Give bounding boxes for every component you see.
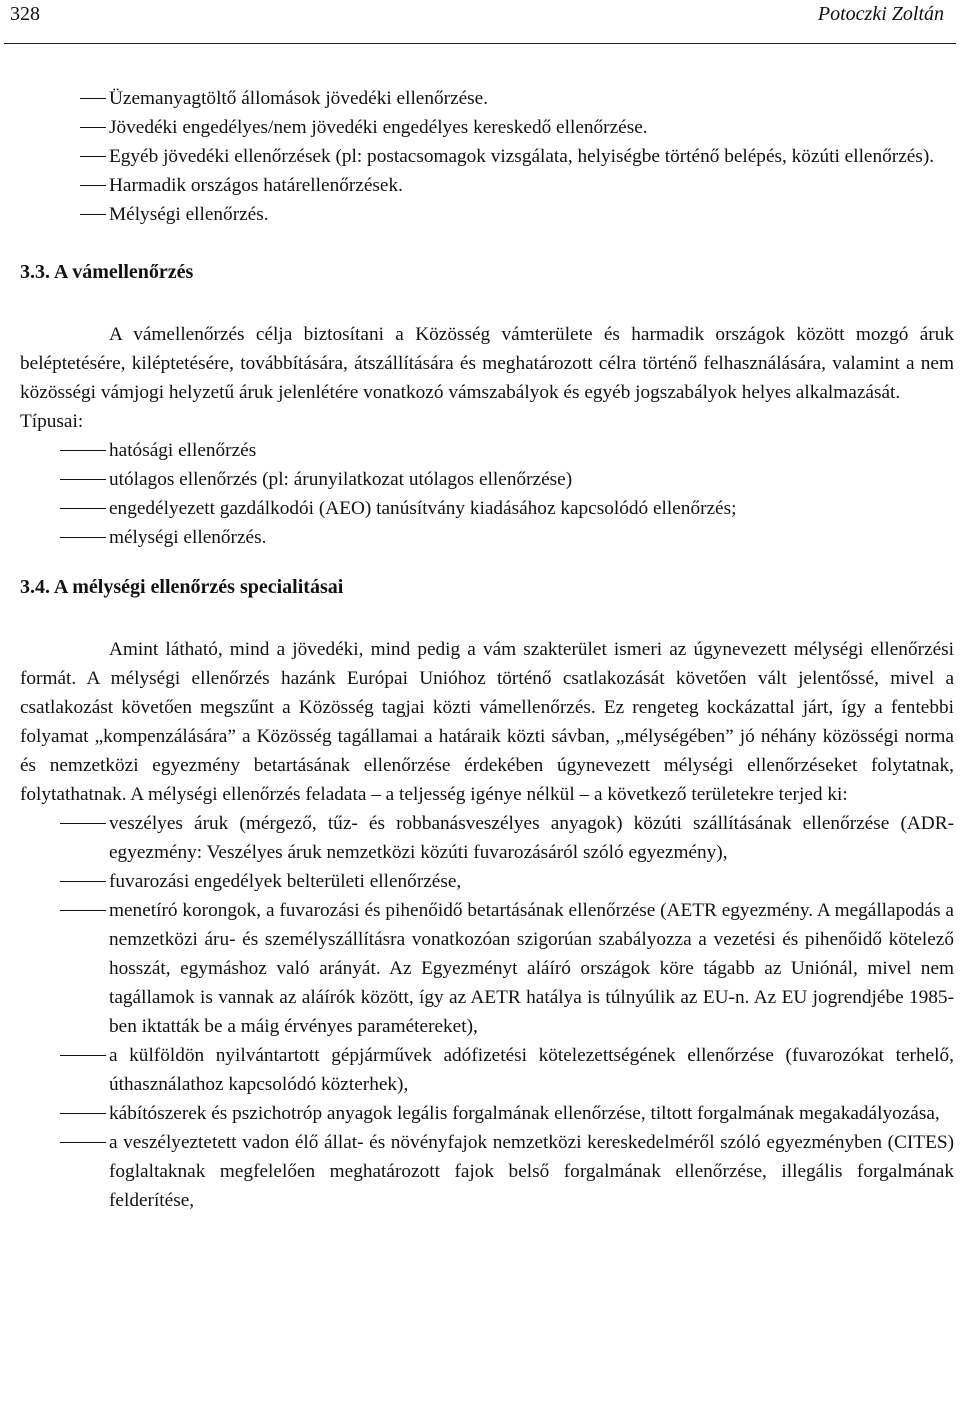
types-label: Típusai: bbox=[20, 411, 84, 432]
list-item: a veszélyeztetett vadon élő állat- és növényfajok nemzetközi kereskedelméről szóló egyezményben (CITES) foglaltaknak megfelelően meghatározott fajok belső forgalmának ellenőrzése, illegális forgalmának felderítése, bbox=[20, 1128, 954, 1215]
inspection-list bbox=[20, 84, 954, 229]
header-divider bbox=[4, 43, 956, 44]
section-heading-customs-control: 3.3. A vámellenőrzés bbox=[20, 261, 194, 283]
list-item: Üzemanyagtöltő állomások jövedéki ellenőrzése. bbox=[20, 84, 954, 113]
list-item: Egyéb jövedéki ellenőrzések (pl: postacsomagok vizsgálata, helyiségbe történő belépés, közúti ellenőrzés). bbox=[20, 142, 954, 171]
list-item: Harmadik országos határellenőrzések. bbox=[20, 171, 954, 200]
depth-control-areas-list bbox=[20, 809, 954, 1215]
running-title-author: Potoczki Zoltán bbox=[817, 3, 944, 25]
list-item: engedélyezett gazdálkodói (AEO) tanúsítvány kiadásához kapcsolódó ellenőrzés; bbox=[20, 494, 954, 523]
customs-control-paragraph: A vámellenőrzés célja biztosítani a Közösség vámterülete és harmadik országok között mozgó áruk beléptetésére, kiléptetésére, továbbítására, átszállítására és meghatározott célra történő felhasználására, valamint a nem közösségi vámjogi helyzetű áruk jelenlétére vonatkozó vámszabályok és egyéb jogszabályok helyes alkalmazását. bbox=[20, 324, 954, 403]
list-item: mélységi ellenőrzés. bbox=[20, 523, 954, 552]
list-item: menetíró korongok, a fuvarozási és pihenőidő betartásának ellenőrzése (AETR egyezmény. A megállapodás a nemzetközi áru- és személyszállításra vonatkozóan szigorúan szabályozza a vezetési és pihenőidő kötelező hosszát, egymáshoz való arányát. Az Egyezményt aláíró országok köre tágabb az Uniónál, mivel nem tagállamok is vannak az aláírók között, így az AETR hatálya is túlnyúlik az EU-n. Az EU jogrendjébe 1985-ben iktatták be a máig érvényes paramétereket), bbox=[20, 896, 954, 1041]
depth-control-paragraph: Amint látható, mind a jövedéki, mind pedig a vám szakterület ismeri az úgynevezett mélységi ellenőrzési formát. A mélységi ellenőrzés hazánk Európai Unióhoz történő csatlakozását követően vált jelentőssé, mivel a csatlakozást követően megszűnt a Közösség tagjai közti vámellenőrzés. Ez rengeteg kockázattal járt, így a fentebbi folyamat „kompenzálására” a Közösség tagállamai a határaik közti sávban, „mélységében” jó néhány közösségi norma és nemzetközi egyezmény betartásának ellenőrzése érdekében úgynevezett mélységi ellenőrzéseket folytatnak, folytathatnak. A mélységi ellenőrzés feladata – a teljesség igénye nélkül – a következő területekre terjed ki: bbox=[20, 639, 954, 805]
section-heading-depth-control: 3.4. A mélységi ellenőrzés specialitásai bbox=[20, 576, 344, 598]
list-item: veszélyes áruk (mérgező, tűz- és robbanásveszélyes anyagok) közúti szállításának ellenőrzése (ADR-egyezmény: Veszélyes áruk nemzetközi közúti fuvarozásáról szóló egyezmény), bbox=[20, 809, 954, 867]
page-body bbox=[20, 84, 954, 1215]
list-item: hatósági ellenőrzés bbox=[20, 436, 954, 465]
list-item: fuvarozási engedélyek belterületi ellenőrzése, bbox=[20, 867, 954, 896]
list-item: Jövedéki engedélyes/nem jövedéki engedélyes kereskedő ellenőrzése. bbox=[20, 113, 954, 142]
types-list bbox=[20, 436, 954, 552]
list-item: Mélységi ellenőrzés. bbox=[20, 200, 954, 229]
page-number: 328 bbox=[10, 3, 40, 25]
list-item: utólagos ellenőrzés (pl: árunyilatkozat utólagos ellenőrzése) bbox=[20, 465, 954, 494]
list-item: a külföldön nyilvántartott gépjárművek adófizetési kötelezettségének ellenőrzése (fuvarozókat terhelő, úthasználathoz kapcsolódó közterhek), bbox=[20, 1041, 954, 1099]
list-item: kábítószerek és pszichotróp anyagok legális forgalmának ellenőrzése, tiltott forgalmának megakadályozása, bbox=[20, 1099, 954, 1128]
page-header bbox=[0, 0, 960, 44]
